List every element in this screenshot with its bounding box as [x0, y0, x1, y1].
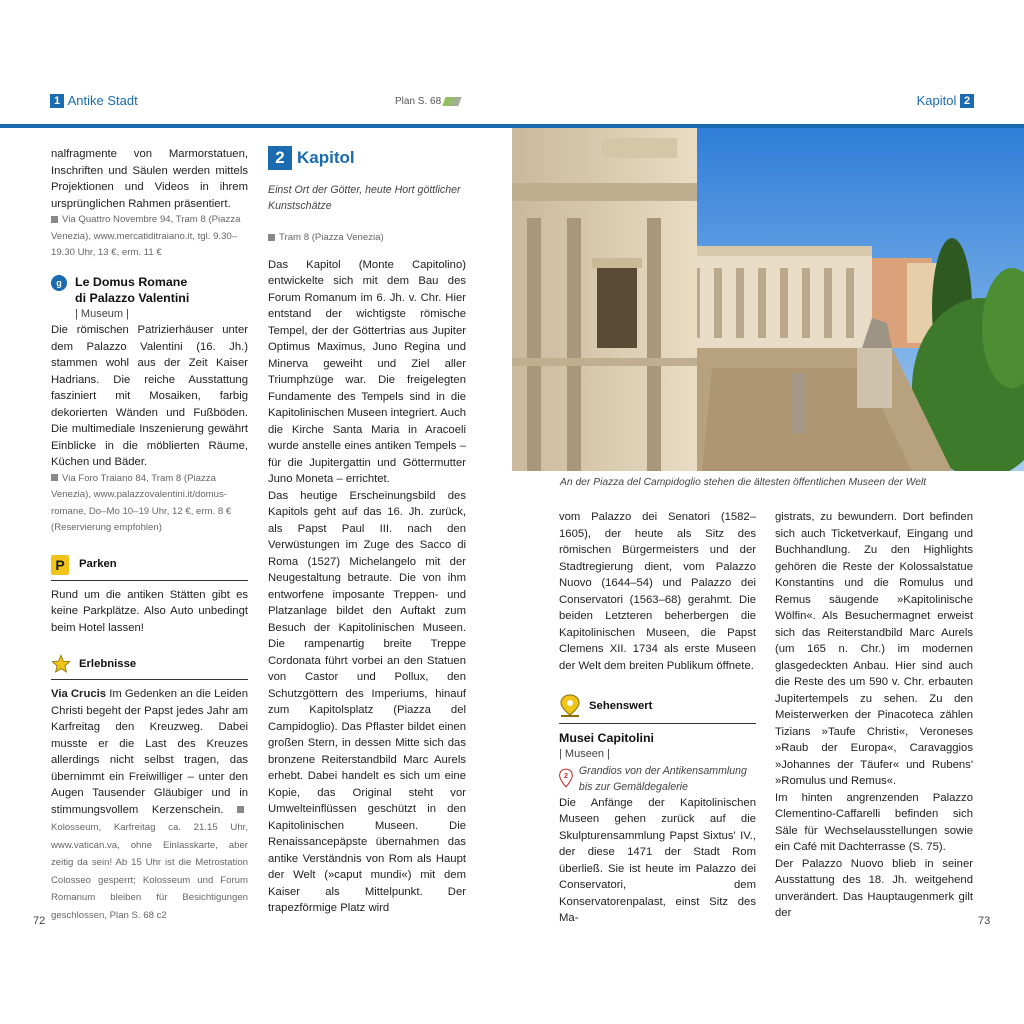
- kapitol-paragraph-2: Das heutige Erscheinungsbild des Kapitols geht auf das 16. Jh. zurück, als Papst Paul III. nach den Verwüstungen im Zuge des Sacco di Roma (1527) Michelangelo mit der Neugestaltung betraute. Die von ihm entworfene imposante Treppen- und Platzanlage bildet den Auftakt zum Besuch der Kapitolinischen Museen. Die rampenartig breite Treppe Cordonata führt vorbei an den Statuen von Castor und Pollux, den Schutzgöttern des Imperiums, hinauf zum Kapitolsplatz (Piazza del Campidoglio). Das Pflaster bildet einen großen Stern, in dessen Mitte sich das bronzene Reiterstandbild Marc Aurels erhebt. Dabei handelt es sich um eine Kopie, das Original steht vor Umwelteinflüssen geschützt in den Kapitolinischen Museen. Die Renaissancepäpste übernahmen das antike Verständnis von Rom als Haupt der Welt (»caput mundi«) mit dem Kaiser als Mittelpunkt. Der trapezförmige Platz wird: [268, 489, 466, 914]
- location-pin-icon: [559, 694, 581, 718]
- parken-text: Rund um die antiken Stätten gibt es keine Parkplätze. Also Auto unbedingt beim Hotel lassen!: [51, 588, 248, 634]
- erlebnisse-lead: Via Crucis: [51, 688, 107, 700]
- column-2: [268, 146, 466, 917]
- column-4: [775, 509, 973, 922]
- erlebnisse-heading: [51, 654, 248, 680]
- sehenswert-label: Sehenswert: [589, 699, 653, 712]
- plan-reference-text: Plan S. 68: [395, 96, 442, 107]
- col4-paragraph-3: Der Palazzo Nuovo blieb in seiner Ausstattung des 18. Jh. weitgehend unverändert. Das Hauptaugenmerk gilt der: [775, 857, 973, 919]
- erlebnisse-label: Erlebnisse: [79, 657, 137, 670]
- bullet-square-icon: [268, 234, 275, 241]
- erlebnisse-meta-text: Kolosseum, Karfreitag ca. 21.15 Uhr, www.vatican.va, ohne Einlasskarte, aber zeitig da sein! Ab 15 Uhr ist die Metrostation Colosseo gesperrt; Kolosseum und Forum Romanum bleiben für Besichtigungen geschlossen, Plan S. 68 c2: [51, 822, 248, 921]
- column-3: [559, 509, 756, 927]
- section-title: Kapitol: [916, 93, 957, 109]
- kapitol-meta: [268, 230, 466, 247]
- map-marker-icon: [559, 763, 573, 793]
- col3-paragraph-2: Die Anfänge der Kapitolinischen Museen gehen zurück auf die Skulpturensammlung Papst Sixtus' IV., der diese 1471 der Stadt Rom überließ. Sie ist heute im Palazzo dei Conservatori, dem Konservatorenpalast, einst Sitz des Ma-: [559, 796, 756, 924]
- kapitol-title: Kapitol: [297, 147, 355, 167]
- kapitol-subtitle: Einst Ort der Götter, heute Hort göttlicher Kunstschätze: [268, 184, 461, 212]
- musei-title: Musei Capitolini: [559, 731, 654, 745]
- plan-reference: [395, 96, 460, 107]
- map-marker-number: 2: [564, 772, 568, 780]
- kapitol-paragraph-1: Das Kapitol (Monte Capitolino) entwickelte sich mit dem Bau des Forum Romanum im 6. Jh. v. Chr. Hier entstand der wichtigste römische Tempel, der der Göttertrias aus Jupiter Optimus Maximus, Juno Regina und Minerva geweiht und Ziel aller Triumphzüge war. Die freigelegten Fundamente des Tempels sind in die Kapitolinischen Museen integriert. Auch die Kirche Santa Maria in Aracoeli wurde anstelle eines antiken Tempels – für die Jupitergattin und Göttermutter Juno Moneta – errichtet.: [268, 258, 466, 485]
- domus-heading: [51, 274, 248, 323]
- musei-subtitle: Grandios von der Antikensammlung bis zur Gemäldegalerie: [578, 764, 747, 793]
- musei-subtitle-row: [559, 763, 756, 795]
- bullet-square-icon: [51, 474, 58, 481]
- erlebnisse-text: [51, 686, 248, 924]
- campidoglio-photo: [512, 128, 1024, 471]
- parken-label: Parken: [79, 558, 117, 571]
- sehenswert-heading: [559, 694, 756, 724]
- photo-caption: An der Piazza del Campidoglio stehen die ältesten öffentlichen Museen der Welt: [560, 477, 927, 488]
- poi-category: | Museum |: [75, 307, 130, 320]
- poi-badge: g: [51, 275, 67, 291]
- intro-paragraph: nalfragmente von Marmorstatuen, Inschriften und Säulen werden mittels Projektionen und Videos in ihrem ursprünglichen Rahmen präsentiert.: [51, 148, 248, 210]
- erlebnisse-meta: [51, 805, 248, 921]
- bullet-square-icon: [51, 216, 58, 223]
- page-number-right: 73: [978, 915, 991, 927]
- domus-meta: [51, 471, 248, 537]
- campidoglio-illustration: [512, 128, 1024, 471]
- col3-paragraph-1: vom Palazzo dei Senatori (1582–1605), der heute als Sitz des römischen Bürgermeisters und der Stadtregierung dient, vom Palazzo Nuovo (1644–54) und Palazzo dei Conservatori (1563–68) gerahmt. Die beiden Letzteren beherbergen die Kapitolinischen Museen, die Papst Clemens XII. 1734 als erste Museen der Welt dem breiten Publikum öffnete.: [559, 511, 756, 672]
- col4-paragraph-1: gistrats, zu bewundern. Dort befinden sich auch Ticketverkauf, Eingang und Buchhandlung. Zu den Highlights gehören die Reste der Kolossalstatue Konstantins und die Romulus und Remus säugende »Kapitolinische Wölfin«. Als Besuchermagnet erweist sich das Reiterstandbild Marc Aurels (um 165 n. Chr.) im modernen glasgedeckten Anbau. Hier sind auch die Reste des um 590 v. Chr. erbauten Jupitertempels zu sehen. Zu den Meisterwerken der Pinacoteca zählen Tizians »Taufe Christi«, Veroneses »Raub der Europa«, Caravaggios »Johannes der Täufer« und Rubens' »Romulus und Remus«.: [775, 511, 973, 787]
- map-icon: [443, 97, 462, 106]
- chapter-title: Antike Stadt: [67, 93, 138, 109]
- chapter-number: 1: [50, 94, 64, 108]
- chapter-header-left: [50, 92, 138, 108]
- star-icon: [51, 654, 71, 674]
- intro-meta: [51, 212, 248, 262]
- poi-title-line1: Le Domus Romane: [75, 274, 188, 289]
- poi-title-line2: di Palazzo Valentini: [75, 290, 190, 305]
- col4-paragraph-2: Im hinten angrenzenden Palazzo Clementino-Caffarelli befinden sich Säle für Wechselausstellungen sowie ein Café mit Dachterrasse (S. 75).: [775, 791, 973, 853]
- column-1: [51, 146, 248, 924]
- intro-meta-text: Via Quattro Novembre 94, Tram 8 (Piazza Venezia), www.mercatiditraiano.it, tgl. 9.30–19.30 Uhr, 13 €, erm. 11 €: [51, 214, 241, 258]
- domus-text: Die römischen Patrizierhäuser unter dem Palazzo Valentini (16. Jh.) stammen wohl aus der Zeit Kaiser Hadrians. Die reiche Ausstattung fasziniert mit Mosaiken, farbig dekorierten Wänden und Fußböden. Die multimediale Inszenierung gewährt Einblicke in die möblierten Räume, Küchen und Bäder.: [51, 324, 248, 468]
- kapitol-meta-text: Tram 8 (Piazza Venezia): [279, 232, 384, 243]
- section-number: 2: [960, 94, 974, 108]
- parken-heading: [51, 555, 248, 581]
- kapitol-number: 2: [268, 146, 292, 170]
- kapitol-heading: [268, 146, 466, 170]
- page-number-left: 72: [33, 915, 46, 927]
- parking-icon: P: [51, 555, 69, 575]
- bullet-square-icon: [237, 806, 244, 813]
- erlebnisse-body: Im Gedenken an die Leiden Christi begeht der Papst jedes Jahr am Karfreitag den Kreuzweg. Dabei musste er die Last des Kreuzes allerdings nicht selbst tragen, das übernimmt ein Freiwilliger – unter den Augen Tausender Gläubiger und in stimmungsvollem Kerzenschein.: [51, 688, 249, 816]
- domus-meta-text: Via Foro Traiano 84, Tram 8 (Piazza Venezia), www.palazzovalentini.it/domus-romane, Do–Mo 10–19 Uhr, 12 €, erm. 8 € (Reservierung empfohlen): [51, 472, 232, 533]
- musei-category: | Museen |: [559, 748, 610, 760]
- chapter-header-right: [917, 92, 974, 108]
